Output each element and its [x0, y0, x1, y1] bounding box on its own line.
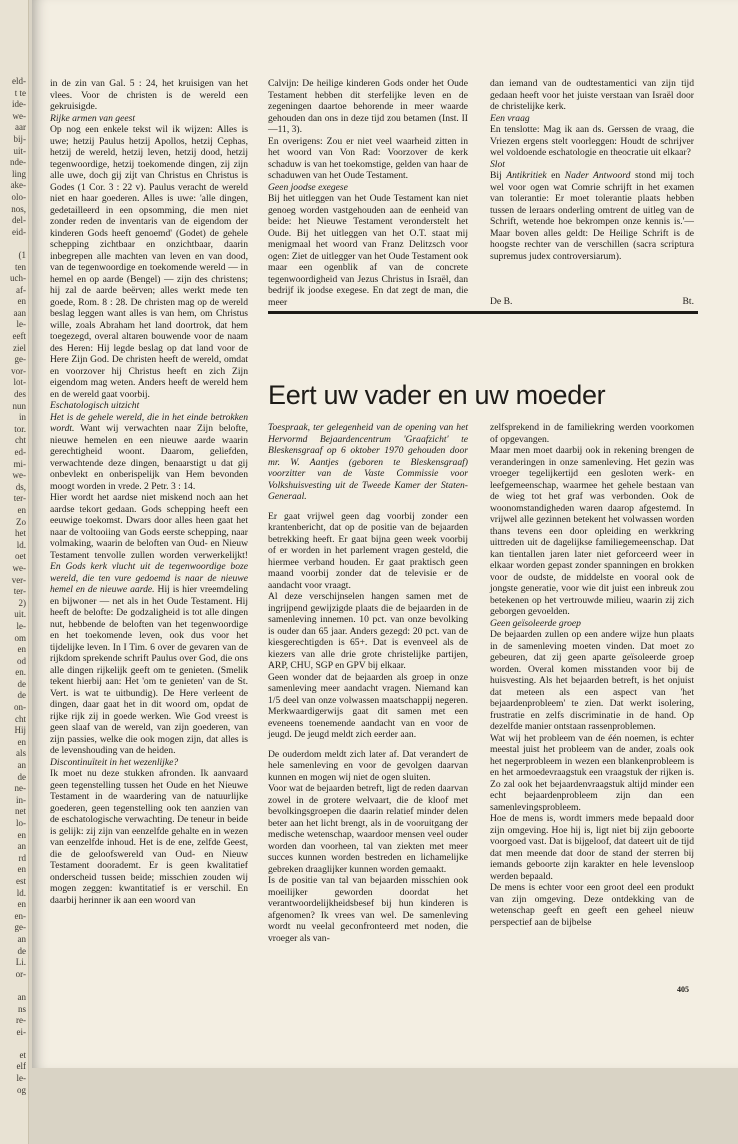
subheading-slot: Slot	[490, 158, 505, 170]
adjacent-page-fragment: en	[17, 504, 26, 515]
text-run: Hij is hier vreemdeling en bijwoner — net als in het Oude Testament. Hij heeft de belofte: De godzaligheid is tot alle dingen nut, hebbende de beloften van het tegenwoordige en het toekomende leven, ook dus voor het tijdelijke leven. In I Tim. 6 over de gevaren van de rijkdom sprekende schrift Paulus over God, die ons alle dingen rijkelijk geeft om te genieten. (Smelik tekent hierbij aan: Het 'om te genieten' van de St. Vert. is wat te uitbundig). De Here verleent de dingen, daar gaat het in dit woord om, opdat de rijke rijk zij in goede werken. Wie God vreest is geen slaaf van de wereld, van zijn goederen, van zijn passies, welke die ook mogen zijn, dat alles is de levenshouding van de heiden.	[50, 584, 248, 756]
text-run: Want wij verwachten naar Zijn belofte, nieuwe hemelen en een nieuwe aarde waarin gerechtigheid woont. Daarom, geliefden, verwachtende deze dingen, benaarstigt u dat gij onbevlekt en onberispelijk van Hem bevonden moogt worden in vrede. 2 Petr. 3 : 14.	[50, 423, 248, 492]
adjacent-page-fragment: ei-	[16, 1026, 26, 1037]
adjacent-page-fragment: ver-	[11, 574, 26, 585]
paragraph: De bejaarden zullen op een andere wijze hun plaats in de samenleving moeten vinden. Dat moet zo gebeuren, dat zij geen aparte geïsoleerde groep worden. Overal komen misstanden voor bij de huisvesting. Als het bejaarden betreft, is het onjuist dat meteen als een aspect van 'het bejaardenprobleem' te zien. Dat werkt isolering, frustratie en zelfs discriminatie in de hand. Op dezelfde manier ontstaan rassenproblemen.	[490, 629, 694, 732]
paragraph: zelfsprekend in de familiekring werden voorkomen of opgevangen.	[490, 422, 694, 445]
paragraph: En overigens: Zou er niet veel waarheid zitten in het woord van Von Rad: Voorzover de kerk schaduw is van het toekomstige, gelden van haar de schaduwen van het Oude Testament.	[268, 135, 468, 181]
adjacent-page-fragment: an	[17, 933, 26, 944]
adjacent-page-fragment: cht	[15, 713, 26, 724]
text-run: Hier wordt het aardse niet miskend noch aan het aardse tekort gedaan. Gods schepping heeft een eeuwige toekomst. Dwars door alles heen gaat het naar de voltooiing van Gods eerste schepping, naar volmaking, waarin de beloften van Oud- en Nieuw Testament tenvolle zullen worden verwerkelijkt!	[50, 492, 248, 561]
adjacent-page-fragment: rd	[18, 852, 26, 863]
paragraph: Ik moet nu deze stukken afronden. Ik aanvaard geen tegenstelling tussen het Oude en het Nieuwe Testament in de waardering van de natuurlijke goederen, geen tegenstelling ook ten aanzien van de eschatologische verwachting. De teneur in beide is gelijk: zij zijn van eenzelfde gehalte en in wezen van eenzelfde inhoud. Het is de ene, zelfde Geest, die de geloofswereld van Oud- en Nieuw Testament doorademt. Er is geen kwalitatief onderscheid tussen beide; misschien zouden wij mogen zeggen: kwantitatief is er verschil. En daarbij herinner ik aan een woord van	[50, 768, 248, 906]
subheading-eschatologisch: Eschatologisch uitzicht	[50, 400, 140, 411]
adjacent-page-fragment: ld.	[16, 887, 26, 898]
adjacent-page-fragment: del-	[12, 215, 26, 226]
subheading-rijke-armen: Rijke armen van geest	[50, 112, 135, 124]
adjacent-page-fragment	[0, 1038, 28, 1050]
adjacent-page-fragment: in-	[16, 794, 26, 805]
adjacent-page-fragment: eid-	[12, 226, 26, 237]
paragraph: Wat wij het probleem van de één noemen, is echter meestal juist het probleem van de ander, zoals ook het negerprobleem in wezen een blankenprobleem is en het armoedevraagstuk een vraagstuk der rijken is. Zo zal ook het bejaardenvraagstuk altijd minder een echt bejaardenprobleem zijn dan een samenlevingsprobleem.	[490, 732, 694, 813]
adjacent-page-fragment: nos,	[11, 203, 26, 214]
adjacent-page-fragment: lot-	[13, 377, 26, 388]
article-column-right	[490, 422, 694, 928]
paragraph: Geen wonder dat de bejaarden als groep in onze samenleving meer aandacht vragen. Niemand kan 1/5 deel van onze volwassen maatschappij negeren. Merkwaardigerwijs gaat dit samen met een eveneens toenemende aandacht van en voor de jeugd. De jeugd meldt zich eerder aan.	[268, 671, 468, 740]
paragraph: En tenslotte: Mag ik aan ds. Gerssen de vraag, die Vriezen ergens stelt voorleggen: Houdt de schrijver wel voldoende eschatologie en theocratie uit elkaar?	[490, 124, 694, 158]
adjacent-page-fragment: des	[14, 389, 26, 400]
adjacent-page-fragment: Hij	[14, 725, 26, 736]
adjacent-page-fragment: de	[17, 690, 26, 701]
paragraph	[50, 492, 248, 757]
emphasis: Nader Antwoord	[564, 170, 631, 181]
adjacent-page-fragment: de	[17, 678, 26, 689]
adjacent-page-fragment: en	[17, 864, 26, 875]
article-column-left	[268, 422, 468, 944]
adjacent-page-fragment: ne-	[14, 783, 26, 794]
paragraph	[50, 412, 248, 493]
adjacent-page-fragment: aar	[15, 122, 26, 133]
adjacent-page-fragment: ling	[11, 168, 26, 179]
article-intro: Toespraak, ter gelegenheid van de opening van het Hervormd Bejaardencentrum 'Graafzicht' te Bleskensgraaf op 6 oktober 1970 gehouden door mr. W. Aantjes (geboren te Bleskensgraaf) voorzitter van de Vaste Commissie voor Volkshuisvesting uit de Tweede Kamer der Staten-Generaal.	[268, 422, 468, 502]
paragraph: Er gaat vrijwel geen dag voorbij zonder een krantenbericht, dat op de positie van de bejaarden betrekking heeft. Er gaat bijna geen week voorbij of er worden in het parlement vragen gesteld, die hiermee verband houden. Er gaat praktisch geen maand voorbij zonder dat de televisie er de aandacht voor vraagt.	[268, 510, 468, 591]
paragraph: Is de positie van tal van bejaarden misschien ook moeilijker geworden doordat het verantwoordelijkheidsbesef bij hun kinderen is afgenomen? Ik vrees van wel. De samenleving wordt nu veelal geconfronteerd met noden, die vroeger als van-	[268, 875, 468, 944]
adjacent-page-fragment: est	[16, 875, 26, 886]
adjacent-page-fragment: we-	[12, 110, 26, 121]
adjacent-page-fragment: en.	[15, 667, 26, 678]
article-divider	[268, 311, 698, 314]
adjacent-page-fragment: ake-	[10, 180, 26, 191]
adjacent-page-fragment: nde-	[10, 157, 26, 168]
adjacent-page-fragment: mi-	[13, 458, 26, 469]
adjacent-page-edge	[0, 0, 29, 1144]
adjacent-page-fragment: uit.	[14, 609, 26, 620]
paragraph: Calvijn: De heilige kinderen Gods onder het Oude Testament hebben dit sterfelijke leven en de zegeningen daartoe behorende in meer waarde gehouden dan ons in deze tijd zou betamen (Inst. II—11, 3).	[268, 78, 468, 135]
paragraph: Maar men moet daarbij ook in rekening brengen de veranderingen in onze samenleving. Het gezin was vroeger tegelijkertijd een gesloten werk- en leefgemeenschap, waarmee het gehele bestaan van de wieg tot het graf was verbonden. Ook de woonomstandigheden waren daarop afgestemd. In vrijwel alle gezinnen betekent het volwassen worden thans tevens een door opleiding en werkkring uittreden uit de dagelijkse familiegemeenschap. Dat kan tientallen jaren later niet geforceerd weer in elkaar worden gepast zonder spanningen en brokken voor de oudste, de middelste en vooral ook de jongste generatie, voor wie dit juist een inbreuk zou betekenen op het vertrouwde milieu, waarin zij zich geborgen gevoelden.	[490, 445, 694, 617]
adjacent-page-fragment: ge-	[14, 922, 26, 933]
adjacent-page-fragment: we-	[12, 470, 26, 481]
paragraph: Bij het uitleggen van het Oude Testament kan niet genoeg worden vastgehouden aan de eenheid van beide: het Nieuwe Testament veronderstelt het Oude. Bij het uitleggen van het O.T. staat mij menigmaal het woord van Franz Delitzsch voor ogen: Ziet de uitlegger van het Oude Testament ook maar een ogenblik af van de concrete tegenwoordigheid van Jezus Christus in Israël, dan bedrijf ik joodse exegese. En dat zegt de man, die meer	[268, 193, 468, 308]
signature-initials: De B.	[490, 296, 513, 307]
subheading-vraag: Een vraag	[490, 112, 530, 124]
adjacent-page-fragment: ten	[15, 261, 26, 272]
adjacent-page-fragment: og	[17, 1084, 26, 1095]
adjacent-page-fragment: tor.	[14, 423, 26, 434]
adjacent-page-fragment: ter-	[13, 586, 26, 597]
adjacent-page-fragment: ziel	[13, 342, 26, 353]
adjacent-page-fragment: le-	[16, 319, 26, 330]
adjacent-page-fragment: oet	[15, 551, 26, 562]
emphasis: Het is de gehele wereld, die in het einde betrokken wordt.	[50, 411, 248, 434]
adjacent-page-fragment: le-	[16, 620, 26, 631]
adjacent-page-fragment: od	[17, 655, 26, 666]
adjacent-page-fragment: le-	[16, 1073, 26, 1084]
adjacent-page-fragment: 2)	[18, 597, 26, 608]
adjacent-page-fragment: en	[17, 829, 26, 840]
adjacent-page-fragment: cht	[15, 435, 26, 446]
adjacent-page-fragment: de	[17, 945, 26, 956]
adjacent-page-fragment: or-	[15, 968, 26, 979]
adjacent-page-fragment: het	[15, 528, 26, 539]
adjacent-page-fragment: an	[17, 841, 26, 852]
adjacent-page-fragment: af-	[16, 284, 26, 295]
adjacent-page-fragment: nun	[12, 400, 26, 411]
subheading-geisoleerde-groep: Geen geïsoleerde groep	[490, 617, 581, 629]
adjacent-page-fragment: lo-	[16, 818, 26, 828]
adjacent-page-fragment: (1	[18, 249, 26, 260]
emphasis: Antikritiek	[506, 170, 547, 181]
adjacent-page-fragment: en	[17, 296, 26, 307]
adjacent-page-fragment: uit-	[13, 145, 26, 156]
adjacent-page-fragment: ter-	[13, 493, 26, 504]
adjacent-page-fragment: uch-	[10, 273, 26, 284]
adjacent-page-fragment: als	[16, 748, 26, 759]
adjacent-page-fragment: net	[15, 806, 26, 817]
adjacent-page-fragment: aan	[13, 307, 26, 318]
adjacent-page-fragment: an	[17, 991, 26, 1002]
adjacent-page-fragment: en	[17, 899, 26, 910]
adjacent-page-fragment: on-	[14, 702, 26, 713]
adjacent-page-fragment: de	[17, 771, 26, 782]
adjacent-page-fragment: Li.	[15, 957, 26, 968]
text-run: stond mij toch wel voor ogen wat Comrie schrijft in het examen van tolerantie: Er moet tolerantie plaats hebben tussen de leraars onderling omtrent de uitleg van de Schrift, wetende hoe bekrompen onze kennis is.'— Maar boven alles geldt: De Heilige Schrift is de hoogste rechter van de verschillen (sacra scriptura supremus judex controversiarum).	[490, 170, 694, 262]
paragraph: De mens is echter voor een groot deel een produkt van zijn omgeving. Deze ontdekking van de wetenschap geeft en geeft een geheel nieuw perspectief aan de bijbelse	[490, 882, 694, 928]
magazine-page	[32, 0, 738, 1068]
paragraph: Hoe de mens is, wordt immers mede bepaald door zijn omgeving. Hoe hij is, ligt niet bij zijn geboorte voorgoed vast. Dat is bijgeloof, dat dateert uit de tijd dat men meende dat door de stand der sterren bij iemands geboorte zijn karakter en hele levensloop werden bepaald.	[490, 813, 694, 882]
column-3	[490, 78, 694, 262]
page-number: 405	[677, 985, 689, 994]
paragraph: Al deze verschijnselen hangen samen met de ingrijpend gewijzigde plaats die de bejaarden in de samenleving innemen. 10 pct. van onze bevolking is ouder dan 65 jaar. Anders gezegd: 20 pct. van de kiesgerechtigden is 65+. Dat is evenveel als de kiezers van alle drie grote christelijke partijen, ARP, CHU, SGP en GPV bij elkaar.	[268, 591, 468, 671]
paragraph: De ouderdom meldt zich later af. Dat verandert de hele samenleving en voor de gevolgen daarvan kunnen en mogen wij niet de ogen sluiten.	[268, 748, 468, 783]
adjacent-page-fragment: ns	[17, 1003, 26, 1014]
adjacent-page-fragment: ld.	[16, 539, 26, 550]
adjacent-page-fragment: we-	[12, 562, 26, 573]
adjacent-page-fragment: an	[17, 760, 26, 771]
text-run: Bij	[490, 170, 507, 181]
text-run: en	[546, 170, 565, 181]
author-signature	[490, 296, 694, 307]
adjacent-page-fragment: bij-	[13, 133, 26, 144]
adjacent-page-fragment: om	[14, 632, 26, 643]
adjacent-page-fragment	[0, 980, 28, 992]
adjacent-page-fragment: ide-	[12, 99, 26, 110]
subheading-discontinuiteit: Discontinuïteit in het wezenlijke?	[50, 756, 179, 768]
adjacent-page-fragment: eeft	[12, 331, 26, 342]
adjacent-page-fragment: ge-	[14, 354, 26, 365]
adjacent-page-fragment: ds,	[15, 481, 26, 492]
adjacent-page-fragment	[0, 238, 28, 250]
subheading-joodse-exegese: Geen joodse exegese	[268, 181, 348, 193]
paragraph	[490, 170, 694, 262]
adjacent-page-fragment: en-	[14, 910, 26, 921]
paragraph: Voor wat de bejaarden betreft, ligt de reden daarvan zowel in de grotere welvaart, die de kloof met bevolkingsgroepen die daarin relatief minder delen beter aan het licht brengt, als in de vooruitgang der medische wetenschap, waardoor mensen veel ouder worden dan voorheen, tal van ziekten met meer succes kunnen worden bestreden en lichamelijke gebreken draaglijker kunnen worden gemaakt.	[268, 783, 468, 875]
column-1	[50, 78, 248, 906]
adjacent-page-fragment: olo-	[11, 191, 26, 202]
adjacent-page-fragment: in	[18, 412, 26, 423]
adjacent-page-fragment: vor-	[11, 365, 26, 376]
article-headline: Eert uw vader en uw moeder	[268, 380, 606, 410]
paragraph: in de zin van Gal. 5 : 24, het kruisigen van het vlees. Voor de christen is de wereld een gekruisigde.	[50, 78, 248, 112]
adjacent-page-fragment: en	[17, 644, 26, 655]
adjacent-page-fragment: t te	[14, 87, 26, 98]
signature-code: Bt.	[682, 296, 694, 307]
adjacent-page-fragment: eld-	[12, 76, 26, 86]
adjacent-page-fragment: Zo	[16, 516, 26, 527]
adjacent-page-fragment: et	[19, 1049, 26, 1060]
adjacent-page-fragment: re-	[16, 1015, 26, 1026]
paragraph: Op nog een enkele tekst wil ik wijzen: Alles is uwe; hetzij Paulus hetzij Apollos, hetzij Cephas, hetzij de wereld, hetzij leven, hetzij dood, hetzij tegenwoordige, hetzij toekomende dingen, zij zijn alle uwe, doch gij zijt van Christus en Christus is Godes (1 Cor. 3 : 22 v). Paulus veracht de wereld niet en haar goederen. Alles is uwe: 'alle dingen, gedetailleerd in een opsomming, die men niet zonder reden de inventaris van de eigendom der kinderen Gods heeft genoemd' (Godet) de gehele schepping zichtbaar en onzichtbaar, daarin inbegrepen alle machten van leven en van dood, van de tegenwoordige en toekomende wereld — in hemel en op aarde (Bengel) — zijn des christens; hij zal de aarde beërven; alles werkt mede ten goede, Rom. 8 : 28. De christen mag op de wereld beslag leggen want alles is van hem, om Christus wille, zoals Abraham het land doortrok, dat hem toegezegd, overal altaren bouwende voor de naam des Heren: Hij legde beslag op dat land voor de Here Zijn God. De christen heeft de wereld, omdat en voorzover hij Christus heeft en zich Zijn eigendom mag weten. Anders heeft de wereld hem en de wereld gaat voorbij.	[50, 124, 248, 400]
emphasis: En Gods kerk vlucht uit de tegenwoordige boze wereld, die ten vure gedoemd is naar de nieuwe hemel en de nieuwe aarde.	[50, 561, 248, 595]
paragraph: dan iemand van de oudtestamentici van zijn tijd gedaan heeft voor het juiste verstaan van Israël door de christelijke kerk.	[490, 78, 694, 112]
adjacent-page-fragment: elf	[16, 1061, 26, 1072]
column-2	[268, 78, 468, 308]
adjacent-page-fragment: en	[17, 736, 26, 747]
adjacent-page-fragment: ed-	[14, 447, 26, 457]
